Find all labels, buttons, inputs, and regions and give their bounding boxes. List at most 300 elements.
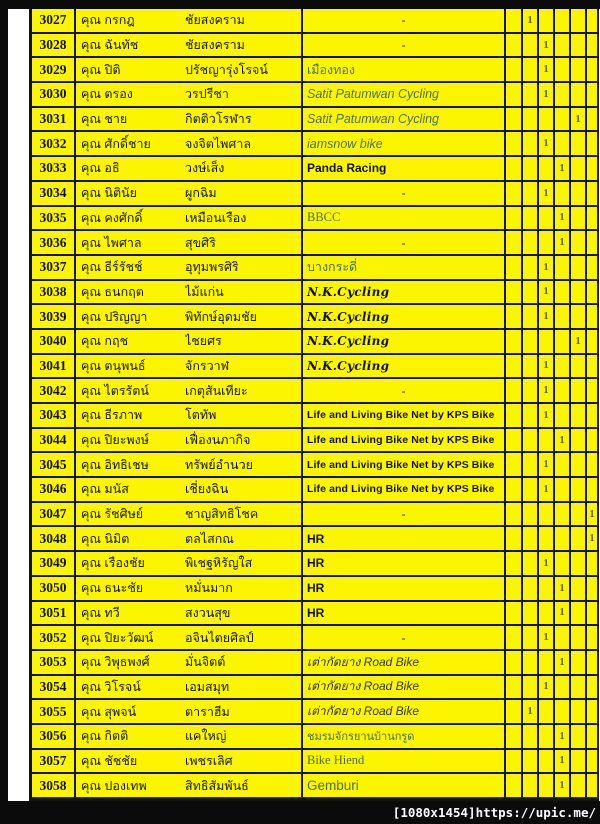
category-mark-cell	[571, 503, 587, 528]
category-mark-cell	[523, 83, 539, 108]
rider-name-cell	[76, 281, 303, 306]
category-mark-cell: 1	[539, 58, 555, 83]
rider-name-cell	[76, 330, 303, 355]
first-name: คุณ อิทธิเชษ	[81, 457, 149, 472]
team-name: Gemburi	[303, 774, 506, 799]
category-mark-cell	[506, 157, 523, 182]
category-mark-cell: 1	[555, 774, 571, 799]
category-mark-cell	[571, 552, 587, 577]
team-name: -	[303, 626, 506, 651]
first-name: คุณ ธีรภาพ	[81, 408, 143, 423]
category-mark-cell	[587, 83, 597, 108]
category-mark-cell	[587, 132, 597, 157]
category-mark-cell	[555, 58, 571, 83]
category-mark-cell	[506, 379, 523, 404]
last-name: ทรัพย์อำนวย	[185, 457, 253, 472]
category-mark-cell	[523, 626, 539, 651]
category-mark-cell	[506, 404, 523, 429]
category-mark-cell	[587, 355, 597, 380]
row-number: 3036	[32, 231, 76, 256]
team-name: Life and Living Bike Net by KPS Bike	[303, 429, 506, 454]
category-mark-cell	[555, 108, 571, 133]
row-number: 3033	[32, 157, 76, 182]
category-mark-cell	[523, 182, 539, 207]
first-name: คุณ ปองเทพ	[81, 778, 147, 793]
category-mark-cell	[587, 478, 597, 503]
last-name: เหมือนเรือง	[185, 210, 247, 225]
category-mark-cell	[587, 602, 597, 627]
category-mark-cell: 1	[571, 330, 587, 355]
first-name: คุณ ฉันทัช	[81, 38, 139, 53]
category-mark-cell	[523, 108, 539, 133]
row-number: 3043	[32, 404, 76, 429]
category-mark-cell	[587, 157, 597, 182]
category-mark-cell	[539, 577, 555, 602]
category-mark-cell	[571, 700, 587, 725]
category-mark-cell: 1	[587, 503, 597, 528]
team-name: -	[303, 379, 506, 404]
category-mark-cell	[523, 750, 539, 775]
category-mark-cell: 1	[539, 83, 555, 108]
category-mark-cell	[523, 58, 539, 83]
team-name: เมืองทอง	[303, 58, 506, 83]
row-number: 3050	[32, 577, 76, 602]
last-name: วงษ์เส็ง	[185, 161, 225, 176]
category-mark-cell	[523, 651, 539, 676]
category-mark-cell	[506, 577, 523, 602]
category-mark-cell	[555, 83, 571, 108]
rider-name-cell	[76, 256, 303, 281]
rider-name-cell	[76, 182, 303, 207]
category-mark-cell: 1	[555, 725, 571, 750]
category-mark-cell	[539, 527, 555, 552]
rider-name-cell	[76, 503, 303, 528]
category-mark-cell	[587, 750, 597, 775]
category-mark-cell	[506, 774, 523, 799]
category-mark-cell	[523, 478, 539, 503]
team-name: -	[303, 503, 506, 528]
team-name: Life and Living Bike Net by KPS Bike	[303, 478, 506, 503]
team-name: HR	[303, 577, 506, 602]
category-mark-cell	[587, 58, 597, 83]
category-mark-cell	[539, 700, 555, 725]
first-name: คุณ ทวี	[81, 605, 120, 620]
last-name: อจินไตยศิลป์	[185, 630, 254, 645]
rider-name-cell	[76, 676, 303, 701]
last-name: มั่นจิตต์	[185, 655, 226, 670]
team-name: เต่ากัดยาง Road Bike	[303, 676, 506, 701]
first-name: คุณ วิพุธพงศ์	[81, 655, 150, 670]
category-mark-cell: 1	[539, 676, 555, 701]
category-mark-cell	[587, 577, 597, 602]
rider-name-cell	[76, 453, 303, 478]
team-name: บางกระดี่	[303, 256, 506, 281]
category-mark-cell	[506, 676, 523, 701]
rider-name-cell	[76, 700, 303, 725]
category-mark-cell	[523, 602, 539, 627]
category-mark-cell	[571, 256, 587, 281]
category-mark-cell	[523, 305, 539, 330]
row-number: 3047	[32, 503, 76, 528]
first-name: คุณ ธนะชัย	[81, 581, 144, 596]
category-mark-cell	[587, 676, 597, 701]
category-mark-cell	[587, 651, 597, 676]
row-number: 3048	[32, 527, 76, 552]
category-mark-cell	[587, 9, 597, 34]
category-mark-cell	[587, 429, 597, 454]
category-mark-cell	[506, 750, 523, 775]
category-mark-cell	[539, 651, 555, 676]
category-mark-cell	[587, 725, 597, 750]
category-mark-cell	[506, 429, 523, 454]
category-mark-cell	[523, 34, 539, 59]
last-name: ปรัชญารุ่งโรจน์	[185, 62, 268, 77]
category-mark-cell	[523, 231, 539, 256]
first-name: คุณ เรืองชัย	[81, 556, 145, 571]
first-name: คุณ ศักดิ์ชาย	[81, 136, 151, 151]
category-mark-cell: 1	[539, 478, 555, 503]
row-number: 3044	[32, 429, 76, 454]
team-name: Life and Living Bike Net by KPS Bike	[303, 404, 506, 429]
category-mark-cell: 1	[539, 305, 555, 330]
category-mark-cell	[523, 725, 539, 750]
row-number: 3055	[32, 700, 76, 725]
last-name: เพชรเลิศ	[185, 753, 233, 768]
rider-name-cell	[76, 429, 303, 454]
category-mark-cell	[539, 231, 555, 256]
first-name: คุณ ตนุพนธ์	[81, 358, 146, 373]
rider-name-cell	[76, 83, 303, 108]
category-mark-cell	[587, 108, 597, 133]
team-name: Panda Racing	[303, 157, 506, 182]
category-mark-cell	[506, 305, 523, 330]
category-mark-cell	[555, 281, 571, 306]
category-mark-cell: 1	[539, 256, 555, 281]
category-mark-cell: 1	[555, 750, 571, 775]
category-mark-cell	[555, 34, 571, 59]
rider-name-cell	[76, 379, 303, 404]
first-name: คุณ กิตติ	[81, 729, 129, 744]
category-mark-cell: 1	[571, 108, 587, 133]
category-mark-cell: 1	[555, 602, 571, 627]
team-name: เต่ากัดยาง Road Bike	[303, 700, 506, 725]
last-name: อุทุมพรศิริ	[185, 260, 239, 275]
team-name: HR	[303, 527, 506, 552]
category-mark-cell	[523, 774, 539, 799]
category-mark-cell	[506, 602, 523, 627]
team-name: iamsnow bike	[303, 132, 506, 157]
team-name: N.K.Cycling	[303, 281, 506, 306]
category-mark-cell	[587, 305, 597, 330]
category-mark-cell	[539, 207, 555, 232]
category-mark-cell	[539, 429, 555, 454]
category-mark-cell	[587, 34, 597, 59]
category-mark-cell	[587, 774, 597, 799]
last-name: ชาญสิทธิโชค	[185, 507, 259, 522]
last-name: ไชยศร	[185, 334, 222, 349]
category-mark-cell	[587, 207, 597, 232]
rider-name-cell	[76, 527, 303, 552]
first-name: คุณ วิโรจน์	[81, 679, 141, 694]
rider-name-cell	[76, 34, 303, 59]
category-mark-cell	[506, 256, 523, 281]
category-mark-cell	[571, 58, 587, 83]
last-name: เฟื่องนภากิจ	[185, 433, 251, 448]
category-mark-cell	[555, 552, 571, 577]
category-mark-cell: 1	[539, 552, 555, 577]
first-name: คุณ ชาย	[81, 112, 128, 127]
rider-name-cell	[76, 231, 303, 256]
rider-name-cell	[76, 355, 303, 380]
category-mark-cell	[587, 453, 597, 478]
category-mark-cell	[523, 207, 539, 232]
image-host-caption: [1080x1454]https://upic.me/	[392, 805, 596, 820]
category-mark-cell	[523, 552, 539, 577]
category-mark-cell	[523, 503, 539, 528]
category-mark-cell	[539, 108, 555, 133]
category-mark-cell	[555, 676, 571, 701]
last-name: พิทักษ์อุดมชัย	[185, 309, 257, 324]
first-name: คุณ ปิติ	[81, 62, 121, 77]
category-mark-cell	[555, 9, 571, 34]
category-mark-cell	[523, 404, 539, 429]
rider-name-cell	[76, 58, 303, 83]
category-mark-cell	[523, 676, 539, 701]
row-number: 3051	[32, 602, 76, 627]
row-number: 3029	[32, 58, 76, 83]
row-number: 3027	[32, 9, 76, 34]
first-name: คุณ นิมิต	[81, 531, 130, 546]
category-mark-cell	[587, 231, 597, 256]
category-mark-cell	[555, 379, 571, 404]
first-name: คุณ กฤช	[81, 334, 129, 349]
category-mark-cell	[523, 330, 539, 355]
last-name: พิเชฐหิรัญใส	[185, 556, 253, 571]
rider-name-cell	[76, 725, 303, 750]
first-name: คุณ ชัชชัย	[81, 753, 138, 768]
category-mark-cell	[571, 527, 587, 552]
category-mark-cell	[587, 700, 597, 725]
rider-name-cell	[76, 552, 303, 577]
rider-name-cell	[76, 774, 303, 799]
category-mark-cell	[506, 132, 523, 157]
last-name: ไม้แก่น	[185, 284, 224, 299]
row-number: 3034	[32, 182, 76, 207]
row-number: 3028	[32, 34, 76, 59]
team-name: N.K.Cycling	[303, 355, 506, 380]
category-mark-cell	[571, 9, 587, 34]
category-mark-cell	[555, 404, 571, 429]
category-mark-cell	[523, 157, 539, 182]
category-mark-cell	[523, 453, 539, 478]
category-mark-cell	[506, 626, 523, 651]
row-number: 3038	[32, 281, 76, 306]
rider-name-cell	[76, 305, 303, 330]
category-mark-cell	[506, 182, 523, 207]
rider-name-cell	[76, 9, 303, 34]
category-mark-cell	[539, 9, 555, 34]
first-name: คุณ ตรอง	[81, 87, 133, 102]
category-mark-cell	[571, 478, 587, 503]
category-mark-cell: 1	[555, 429, 571, 454]
row-number: 3035	[32, 207, 76, 232]
category-mark-cell	[555, 182, 571, 207]
first-name: คุณ รัชศิษย์	[81, 507, 144, 522]
first-name: คุณ ปริญญา	[81, 309, 148, 324]
category-mark-cell: 1	[539, 182, 555, 207]
first-name: คุณ ปิยะพงษ์	[81, 433, 149, 448]
category-mark-cell	[571, 305, 587, 330]
row-number: 3045	[32, 453, 76, 478]
row-number: 3058	[32, 774, 76, 799]
category-mark-cell	[506, 330, 523, 355]
first-name: คุณ กรกฎ	[81, 13, 135, 28]
rider-name-cell	[76, 132, 303, 157]
category-mark-cell	[506, 58, 523, 83]
category-mark-cell	[571, 157, 587, 182]
category-mark-cell	[587, 552, 597, 577]
category-mark-cell	[555, 700, 571, 725]
category-mark-cell	[555, 626, 571, 651]
category-mark-cell	[555, 503, 571, 528]
first-name: คุณ อธิ	[81, 161, 120, 176]
category-mark-cell	[539, 725, 555, 750]
category-mark-cell: 1	[539, 132, 555, 157]
category-mark-cell	[539, 503, 555, 528]
category-mark-cell	[571, 207, 587, 232]
row-number: 3046	[32, 478, 76, 503]
last-name: หมั่นมาก	[185, 581, 233, 596]
row-number: 3041	[32, 355, 76, 380]
category-mark-cell	[587, 256, 597, 281]
rider-name-cell	[76, 404, 303, 429]
category-mark-cell	[523, 527, 539, 552]
category-mark-cell	[571, 429, 587, 454]
team-name: BBCC	[303, 207, 506, 232]
first-name: คุณ ไตรรัตน์	[81, 383, 149, 398]
category-mark-cell	[506, 725, 523, 750]
top-frame-border	[0, 0, 600, 9]
category-mark-cell	[506, 527, 523, 552]
first-name: คุณ ธีร์รัชช์	[81, 260, 143, 275]
category-mark-cell	[587, 182, 597, 207]
category-mark-cell: 1	[555, 157, 571, 182]
rider-name-cell	[76, 577, 303, 602]
category-mark-cell	[555, 453, 571, 478]
category-mark-cell	[523, 429, 539, 454]
category-mark-cell	[539, 157, 555, 182]
category-mark-cell	[587, 626, 597, 651]
rider-name-cell	[76, 626, 303, 651]
category-mark-cell	[506, 207, 523, 232]
last-name: เกตุสันเทียะ	[185, 383, 248, 398]
rider-name-cell	[76, 207, 303, 232]
last-name: สงวนสุข	[185, 605, 231, 620]
rider-name-cell	[76, 478, 303, 503]
category-mark-cell	[571, 676, 587, 701]
team-name: Bike Hiend	[303, 750, 506, 775]
team-name: -	[303, 231, 506, 256]
left-frame-border	[0, 0, 8, 824]
first-name: คุณ มนัส	[81, 482, 129, 497]
category-mark-cell: 1	[587, 527, 597, 552]
first-name: คุณ คงศักดิ์	[81, 210, 143, 225]
category-mark-cell	[571, 774, 587, 799]
category-mark-cell	[555, 305, 571, 330]
category-mark-cell: 1	[555, 651, 571, 676]
category-mark-cell	[506, 355, 523, 380]
category-mark-cell	[571, 577, 587, 602]
first-name: คุณ ไพศาล	[81, 235, 142, 250]
row-number: 3049	[32, 552, 76, 577]
last-name: กิตติวโรฬาร	[185, 112, 252, 127]
category-mark-cell: 1	[539, 34, 555, 59]
category-mark-cell	[555, 527, 571, 552]
rider-name-cell	[76, 602, 303, 627]
team-name: N.K.Cycling	[303, 330, 506, 355]
category-mark-cell	[539, 750, 555, 775]
team-name: Satit Patumwan Cycling	[303, 83, 506, 108]
category-mark-cell: 1	[539, 355, 555, 380]
team-name: -	[303, 9, 506, 34]
first-name: คุณ สุพจน์	[81, 704, 137, 719]
category-mark-cell	[523, 577, 539, 602]
category-mark-cell: 1	[539, 626, 555, 651]
category-mark-cell	[571, 83, 587, 108]
team-name: ชมรมจักรยานบ้านกรูด	[303, 725, 506, 750]
rider-name-cell	[76, 157, 303, 182]
category-mark-cell	[539, 330, 555, 355]
category-mark-cell	[571, 750, 587, 775]
category-mark-cell	[506, 9, 523, 34]
category-mark-cell	[523, 355, 539, 380]
last-name: ชัยสงคราม	[185, 38, 245, 53]
first-name: คุณ นิตินัย	[81, 186, 137, 201]
category-mark-cell	[555, 355, 571, 380]
registration-table	[29, 9, 599, 801]
team-name: Life and Living Bike Net by KPS Bike	[303, 453, 506, 478]
category-mark-cell	[571, 132, 587, 157]
category-mark-cell	[506, 503, 523, 528]
category-mark-cell	[571, 602, 587, 627]
category-mark-cell: 1	[523, 9, 539, 34]
category-mark-cell: 1	[523, 700, 539, 725]
category-mark-cell	[506, 453, 523, 478]
category-mark-cell	[539, 774, 555, 799]
team-name: HR	[303, 602, 506, 627]
category-mark-cell: 1	[539, 453, 555, 478]
category-mark-cell	[523, 379, 539, 404]
last-name: โตทัพ	[185, 408, 217, 423]
bottom-frame-border	[0, 801, 600, 824]
category-mark-cell	[506, 552, 523, 577]
last-name: จงจิตไพศาล	[185, 136, 252, 151]
row-number: 3057	[32, 750, 76, 775]
category-mark-cell	[555, 132, 571, 157]
last-name: ตลไสกณ	[185, 531, 234, 546]
team-name: เต่ากัดยาง Road Bike	[303, 651, 506, 676]
row-number: 3042	[32, 379, 76, 404]
category-mark-cell	[587, 379, 597, 404]
row-number: 3056	[32, 725, 76, 750]
team-name: -	[303, 182, 506, 207]
category-mark-cell	[539, 602, 555, 627]
row-number: 3039	[32, 305, 76, 330]
row-number: 3037	[32, 256, 76, 281]
first-name: คุณ ปิยะวัฒน์	[81, 630, 154, 645]
category-mark-cell	[523, 132, 539, 157]
category-mark-cell	[506, 478, 523, 503]
